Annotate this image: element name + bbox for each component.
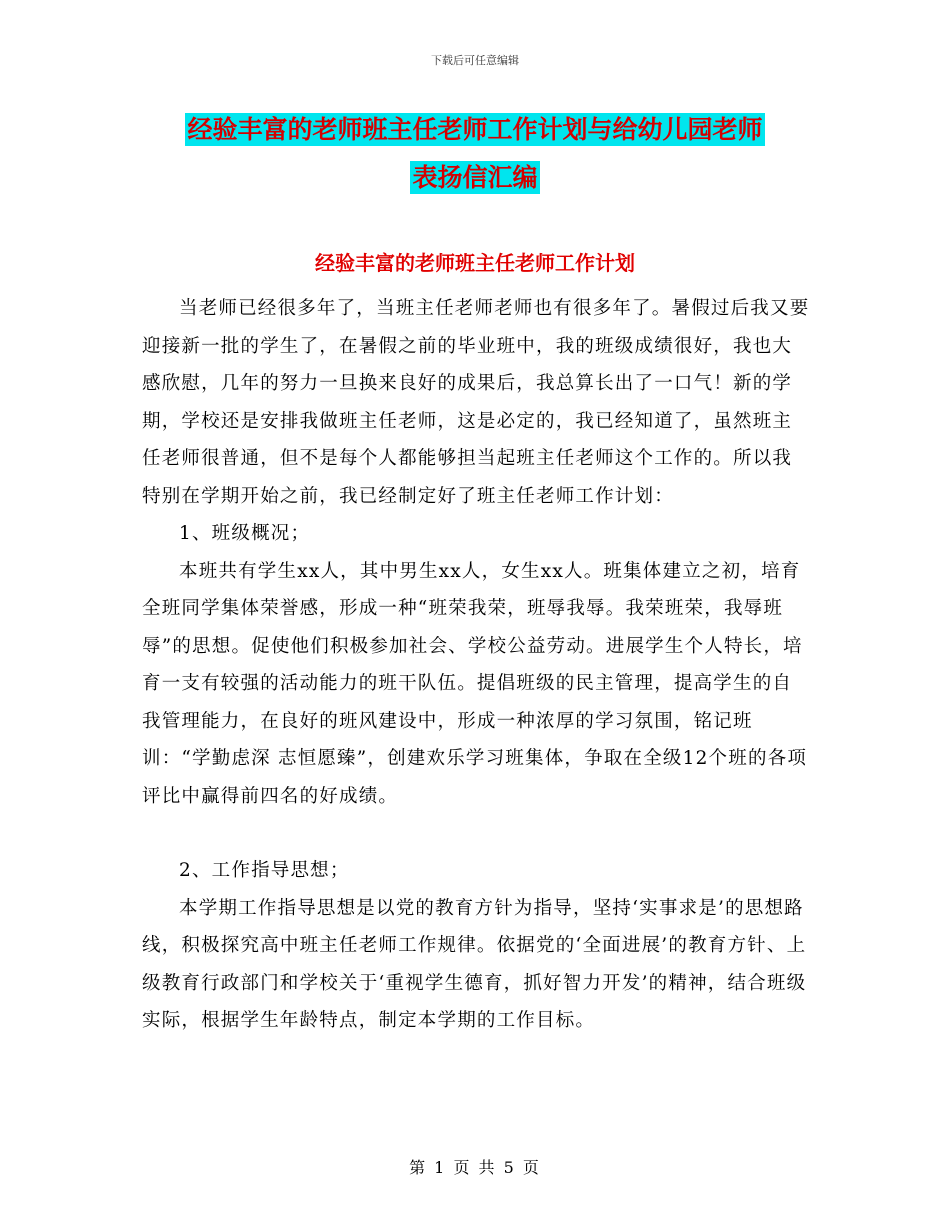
- paragraph-class-overview: 本班共有学生xx人，其中男生xx人，女生xx人。班集体建立之初，培育全班同学集体荣誉感，形成一种“班荣我荣，班辱我辱。我荣班荣，我辱班辱”的思想。促使他们积极参加社会、学校公益劳动。进展学生个人特长，培育一支有较强的活动能力的班干队伍。提倡班级的民主管理，提高学生的自我管理能力，在良好的班风建设中，形成一种浓厚的学习氛围，铭记班训：“学勤虑深 志恒愿臻”，创建欢乐学习班集体，争取在全级12个班的各项评比中赢得前四名的好成绩。: [142, 560, 808, 807]
- document-title: [0, 106, 950, 202]
- page-footer: 第 1 页 共 5 页: [409, 1158, 541, 1177]
- paragraph-intro: 当老师已经很多年了，当班主任老师老师也有很多年了。暑假过后我又要迎接新一批的学生了，在暑假之前的毕业班中，我的班级成绩很好，我也大感欣慰，几年的努力一旦换来良好的成果后，我总算长出了一口气！新的学期，学校还是安排我做班主任老师，这是必定的，我已经知道了，虽然班主任老师很普通，但不是每个人都能够担当起班主任老师这个工作的。所以我特别在学期开始之前，我已经制定好了班主任老师工作计划：: [142, 298, 810, 507]
- header-note: 下载后可任意编辑: [431, 54, 519, 67]
- document-title-line-1: 经验丰富的老师班主任老师工作计划与给幼儿园老师: [187, 115, 763, 144]
- paragraph-heading-guiding-idea: 2、工作指导思想；: [179, 860, 350, 881]
- document-title-line-2: 表扬信汇编: [412, 163, 538, 192]
- paragraph-guiding-idea: 本学期工作指导思想是以党的教育方针为指导，坚持‘实事求是’的思想路线，积极探究高中班主任老师工作规律。依据党的‘全面进展’的教育方针、上级教育行政部门和学校关于‘重视学生德育，抓好智力开发’的精神，结合班级实际，根据学生年龄特点，制定本学期的工作目标。: [142, 897, 807, 1031]
- paragraph-heading-class-overview: 1、班级概况；: [179, 523, 311, 544]
- section-title: 经验丰富的老师班主任老师工作计划: [315, 251, 635, 275]
- document-body: [142, 290, 810, 1040]
